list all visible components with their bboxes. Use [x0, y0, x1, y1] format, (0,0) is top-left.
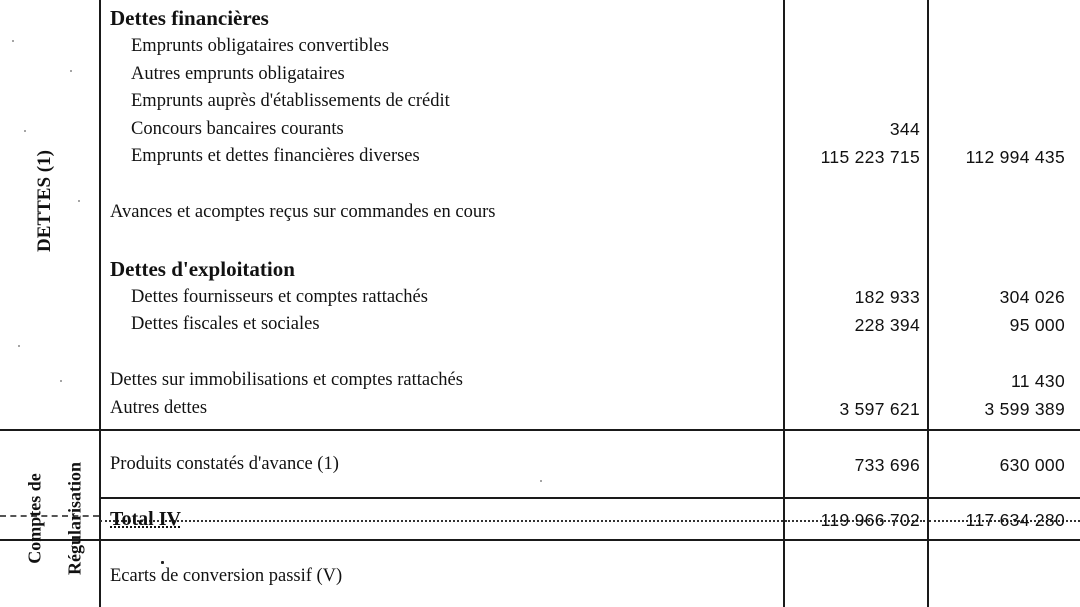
total-label: Total IV — [110, 508, 181, 530]
row-value-col2: 630 000 — [999, 455, 1065, 475]
scan-speck — [24, 130, 26, 132]
scan-speck — [60, 380, 62, 382]
row-label-ecarts: Ecarts de conversion passif (V) — [110, 566, 343, 586]
dettes-side-label: DETTES (1) — [34, 150, 55, 252]
scan-speck — [70, 70, 72, 72]
scan-speck — [161, 561, 164, 564]
row-value-col2: 95 000 — [1009, 315, 1065, 335]
row-label-produits-constates: Produits constatés d'avance (1) — [110, 454, 339, 474]
row-label: Emprunts obligataires convertibles — [131, 36, 389, 56]
row-label: Dettes fiscales et sociales — [131, 314, 320, 334]
row-value-col1: 733 696 — [854, 455, 920, 475]
row-value-col1: 228 394 — [854, 315, 920, 335]
grid-line-left — [99, 0, 101, 607]
total-value-col1: 119 966 702 — [820, 510, 920, 530]
grid-line-col2 — [927, 0, 929, 607]
scan-speck — [18, 345, 20, 347]
row-label: Dettes fournisseurs et comptes rattachés — [131, 287, 428, 307]
row-label: Autres emprunts obligataires — [131, 64, 345, 84]
scan-speck — [12, 40, 14, 42]
grid-line-total-top — [99, 497, 1080, 499]
row-value-col2: 3 599 389 — [984, 399, 1065, 419]
row-value-col1: 344 — [889, 119, 920, 139]
total-underline-noise — [100, 520, 783, 522]
scan-speck — [78, 200, 80, 202]
comptes-side-label-1: Comptes de — [24, 473, 45, 564]
row-label: Autres dettes — [110, 398, 208, 418]
row-value-col2: 112 994 435 — [965, 147, 1065, 167]
row-value-col1: 115 223 715 — [820, 147, 920, 167]
row-value-col2: 304 026 — [999, 287, 1065, 307]
row-label-avances: Avances et acomptes reçus sur commandes en cours — [110, 202, 496, 222]
comptes-side-label-2: Régularisation — [64, 462, 85, 576]
grid-line-total-bottom — [0, 539, 1080, 541]
row-label: Concours bancaires courants — [131, 119, 344, 139]
grid-line-col1 — [783, 0, 785, 607]
section-title-dettes-financieres: Dettes financières — [110, 6, 269, 30]
row-value-col1: 182 933 — [854, 287, 920, 307]
row-label: Emprunts et dettes financières diverses — [131, 146, 420, 166]
row-value-col2: 11 430 — [1010, 371, 1065, 391]
grid-line-dettes-bottom — [0, 429, 1080, 431]
row-label: Dettes sur immobilisations et comptes rattachés — [110, 370, 463, 390]
scan-speck — [540, 480, 542, 482]
total-value-col2: 117 634 280 — [965, 510, 1065, 530]
section-title-dettes-exploitation: Dettes d'exploitation — [110, 257, 295, 281]
row-label: Emprunts auprès d'établissements de crédit — [131, 91, 450, 111]
row-value-col1: 3 597 621 — [839, 399, 920, 419]
